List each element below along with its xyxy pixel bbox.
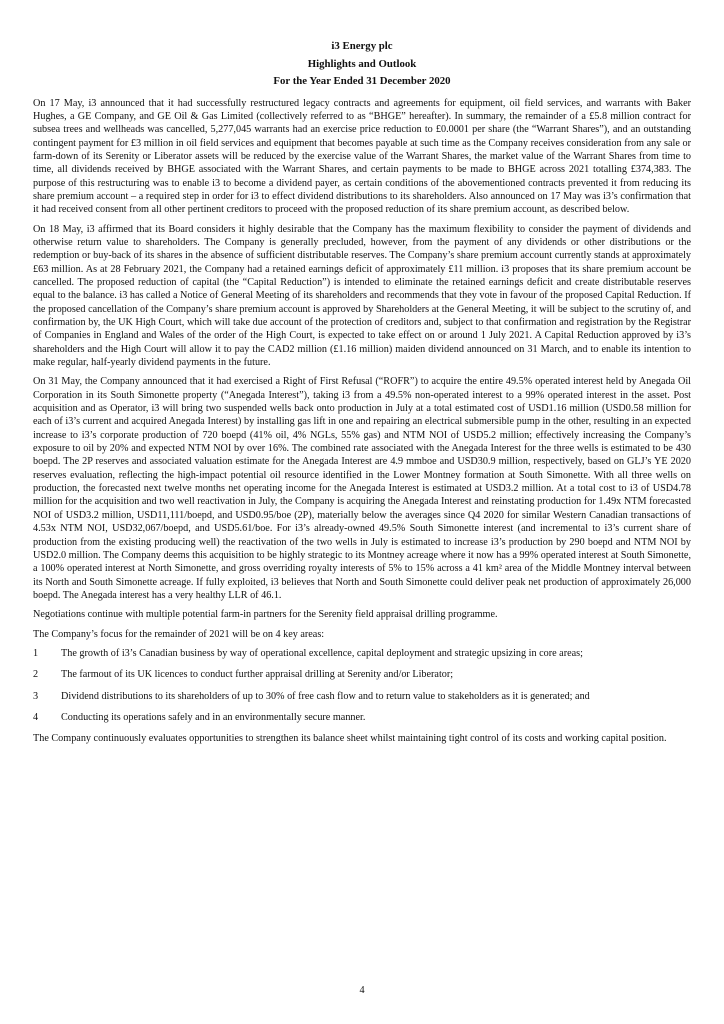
list-item-text: Conducting its operations safely and in an environmentally secure manner.	[61, 711, 366, 723]
list-item-number: 3	[33, 690, 39, 702]
document-page	[33, 38, 691, 752]
focus-areas-list	[33, 647, 691, 724]
list-item	[33, 647, 691, 660]
paragraph-closing: The Company continuously evaluates opportunities to strengthen its balance sheet whilst maintaining tight control of its costs and working capital position.	[33, 733, 667, 745]
list-item	[33, 711, 691, 724]
document-header	[33, 38, 691, 91]
paragraph-focus-intro: The Company’s focus for the remainder of 2021 will be on 4 key areas:	[33, 628, 325, 640]
paragraph-bhge-restructuring: On 17 May, i3 announced that it had successfully restructured legacy contracts and agreements for equipment, oil field services, and warrants with Baker Hughes, a GE Company, and GE Oil & Gas Limited (collectively referred to as “BHGE” hereafter). In summary, the remainder of a £5.8 million contract for subsea trees and wellheads was cancelled, 5,277,045 warrants had an exercise price reduction to £0.0001 per share (the “Warrant Shares”), and an outstanding contingent payment for £3 million in oil field services and equipment that becomes payable at such time as the Company receives consideration from any sale or farm-down of its Serenity or Liberator assets will be reduced by the exercise value of the Warrant Shares, the market value of the Warrant Shares from time to time, all dividends received by BHGE associated with the Warrant Shares, and certain payments to be made to BHGE across 2021 totalling £374,383. The purpose of this restructuring was to enable i3 to become a dividend payer, as certain conditions of the abovementioned contracts prevented it from reducing its share premium account – a required step in order for i3 to effect dividend distributions to its shareholders. Also announced on 17 May was i3’s confirmation that it had received consent from all other pertinent creditors to proceed with the proposed reduction of its share premium account, as described below.	[33, 97, 691, 216]
reporting-period: For the Year Ended 31 December 2020	[273, 75, 451, 87]
paragraph-anegada-acquisition: On 31 May, the Company announced that it had exercised a Right of First Refusal (“ROFR”) to acquire the entire 49.5% operated interest held by Anegada Oil Corporation in its South Simonette property (“Anegada Interest”), taking i3 from a 49.5% non-operated interest to a 99% operated interest in the asset. Post acquisition and as Operator, i3 will bring two suspended wells back onto production in July at a total estimated cost of USD1.16 million (USD0.58 million for each of i3’s current and acquired Anegada Interest) by installing gas lift in one and repairing an electrical submersible pump in the other, resulting in an expected increase to i3’s corporate production of 720 boepd (41% oil, 4% NGLs, 55% gas) and NTM NOI of USD5.2 million; effectively increasing the Company’s exposure to oil by 20% and expected NTM NOI by over 16%. The combined rate associated with the Anegada Interest for the three wells is estimated to be 430 boepd. The 2P reserves and associated valuation estimate for the Anegada Interest are 4.9 mmboe and USD30.9 million, respectively, based on GLJ’s YE 2020 reserves evaluation, reflecting the high-impact potential oil resource identified in the Lower Montney formation at South Simonette. With all three wells on production, the forecasted next twelve months net operating income for the Anegada Interest is estimated at USD3.2 million. At a total cost to i3 of USD4.78 million for the acquisition and two well reactivation in July, the Company is acquiring the Anegada Interest and reinstating production for 1.49x NTM forecasted NOI of USD3.2 million, USD11,111/boepd, and USD0.95/boe (2P), materially below the averages since Q4 2020 for similar Western Canadian transactions of 4.53x NTM NOI, USD32,067/boepd, and USD5.61/boe. For i3’s already-owned 49.5% South Simonette interest (and incremental to i3’s current share of production from the existing producing well) the reactivation of the two wells in July is estimated to increase i3’s production by 290 boepd and NTM NOI by USD2.0 million. The Company deems this acquisition to be highly strategic to its Montney acreage where it now has a 99% operated interest at South Simonette, a 100% operated interest at North Simonette, and gross overriding royalty interests of 5% to 15% across a 41 km² area of the Middle Montney interval between its North and South Simonette acreage. If fully exploited, i3 believes that North and South Simonette could deliver peak net production of approximately 26,000 boepd. The Anegada interest has a very healthy LLR of 46.1.	[33, 376, 691, 601]
list-item	[33, 668, 691, 681]
list-item-text: The growth of i3’s Canadian business by way of operational excellence, capital deployment and strategic upsizing in core areas;	[61, 647, 583, 659]
list-item-text: The farmout of its UK licences to conduct further appraisal drilling at Serenity and/or Liberator;	[61, 669, 454, 681]
list-item	[33, 690, 691, 703]
page-number: 4	[359, 985, 365, 996]
document-title: Highlights and Outlook	[307, 57, 417, 70]
list-item-number: 2	[33, 669, 39, 681]
list-item-text: Dividend distributions to its shareholders of up to 30% of free cash flow and to return value to stakeholders as it is generated; and	[61, 690, 590, 702]
list-item-number: 4	[33, 711, 39, 723]
company-name: i3 Energy plc	[331, 40, 393, 52]
list-item-number: 1	[33, 647, 39, 659]
paragraph-serenity-negotiations: Negotiations continue with multiple potential farm-in partners for the Serenity field appraisal drilling programme.	[33, 609, 498, 621]
paragraph-capital-reduction: On 18 May, i3 affirmed that its Board considers it highly desirable that the Company has the maximum flexibility to consider the payment of dividends and otherwise return value to shareholders. The Company is generally precluded, however, from the payment of any dividends or other distributions or the redemption or buy-back of its shares in the absence of sufficient distributable reserves. The Company’s share premium account currently stands at approximately £63 million. As at 28 February 2021, the Company had a retained earnings deficit of approximately £11 million. i3 proposes that its share premium account be cancelled. The proposed reduction of capital (the “Capital Reduction”) is intended to eliminate the retained earnings deficit and create distributable reserves equal to the balance. i3 has called a Notice of General Meeting of its shareholders and recommends that they vote in favour of the proposed Capital Reduction. If the proposed cancellation of the Company’s share premium account is approved by Shareholders at the General Meeting, it will be subject to the scrutiny of, and confirmation by, the UK High Court, which will take due account of the protection of creditors and, subject to that confirmation and registration by the Registrar of Companies in England and Wales of the order of the High Court, is expected to take effect on or around 1 July 2021. A Capital Reduction approved by i3’s shareholders and the High Court will allow it to pay the CAD2 million (£1.16 million) maiden dividend announced on 31 March, and to enable its intention to make regular, half-yearly dividend payments in the future.	[33, 223, 691, 369]
